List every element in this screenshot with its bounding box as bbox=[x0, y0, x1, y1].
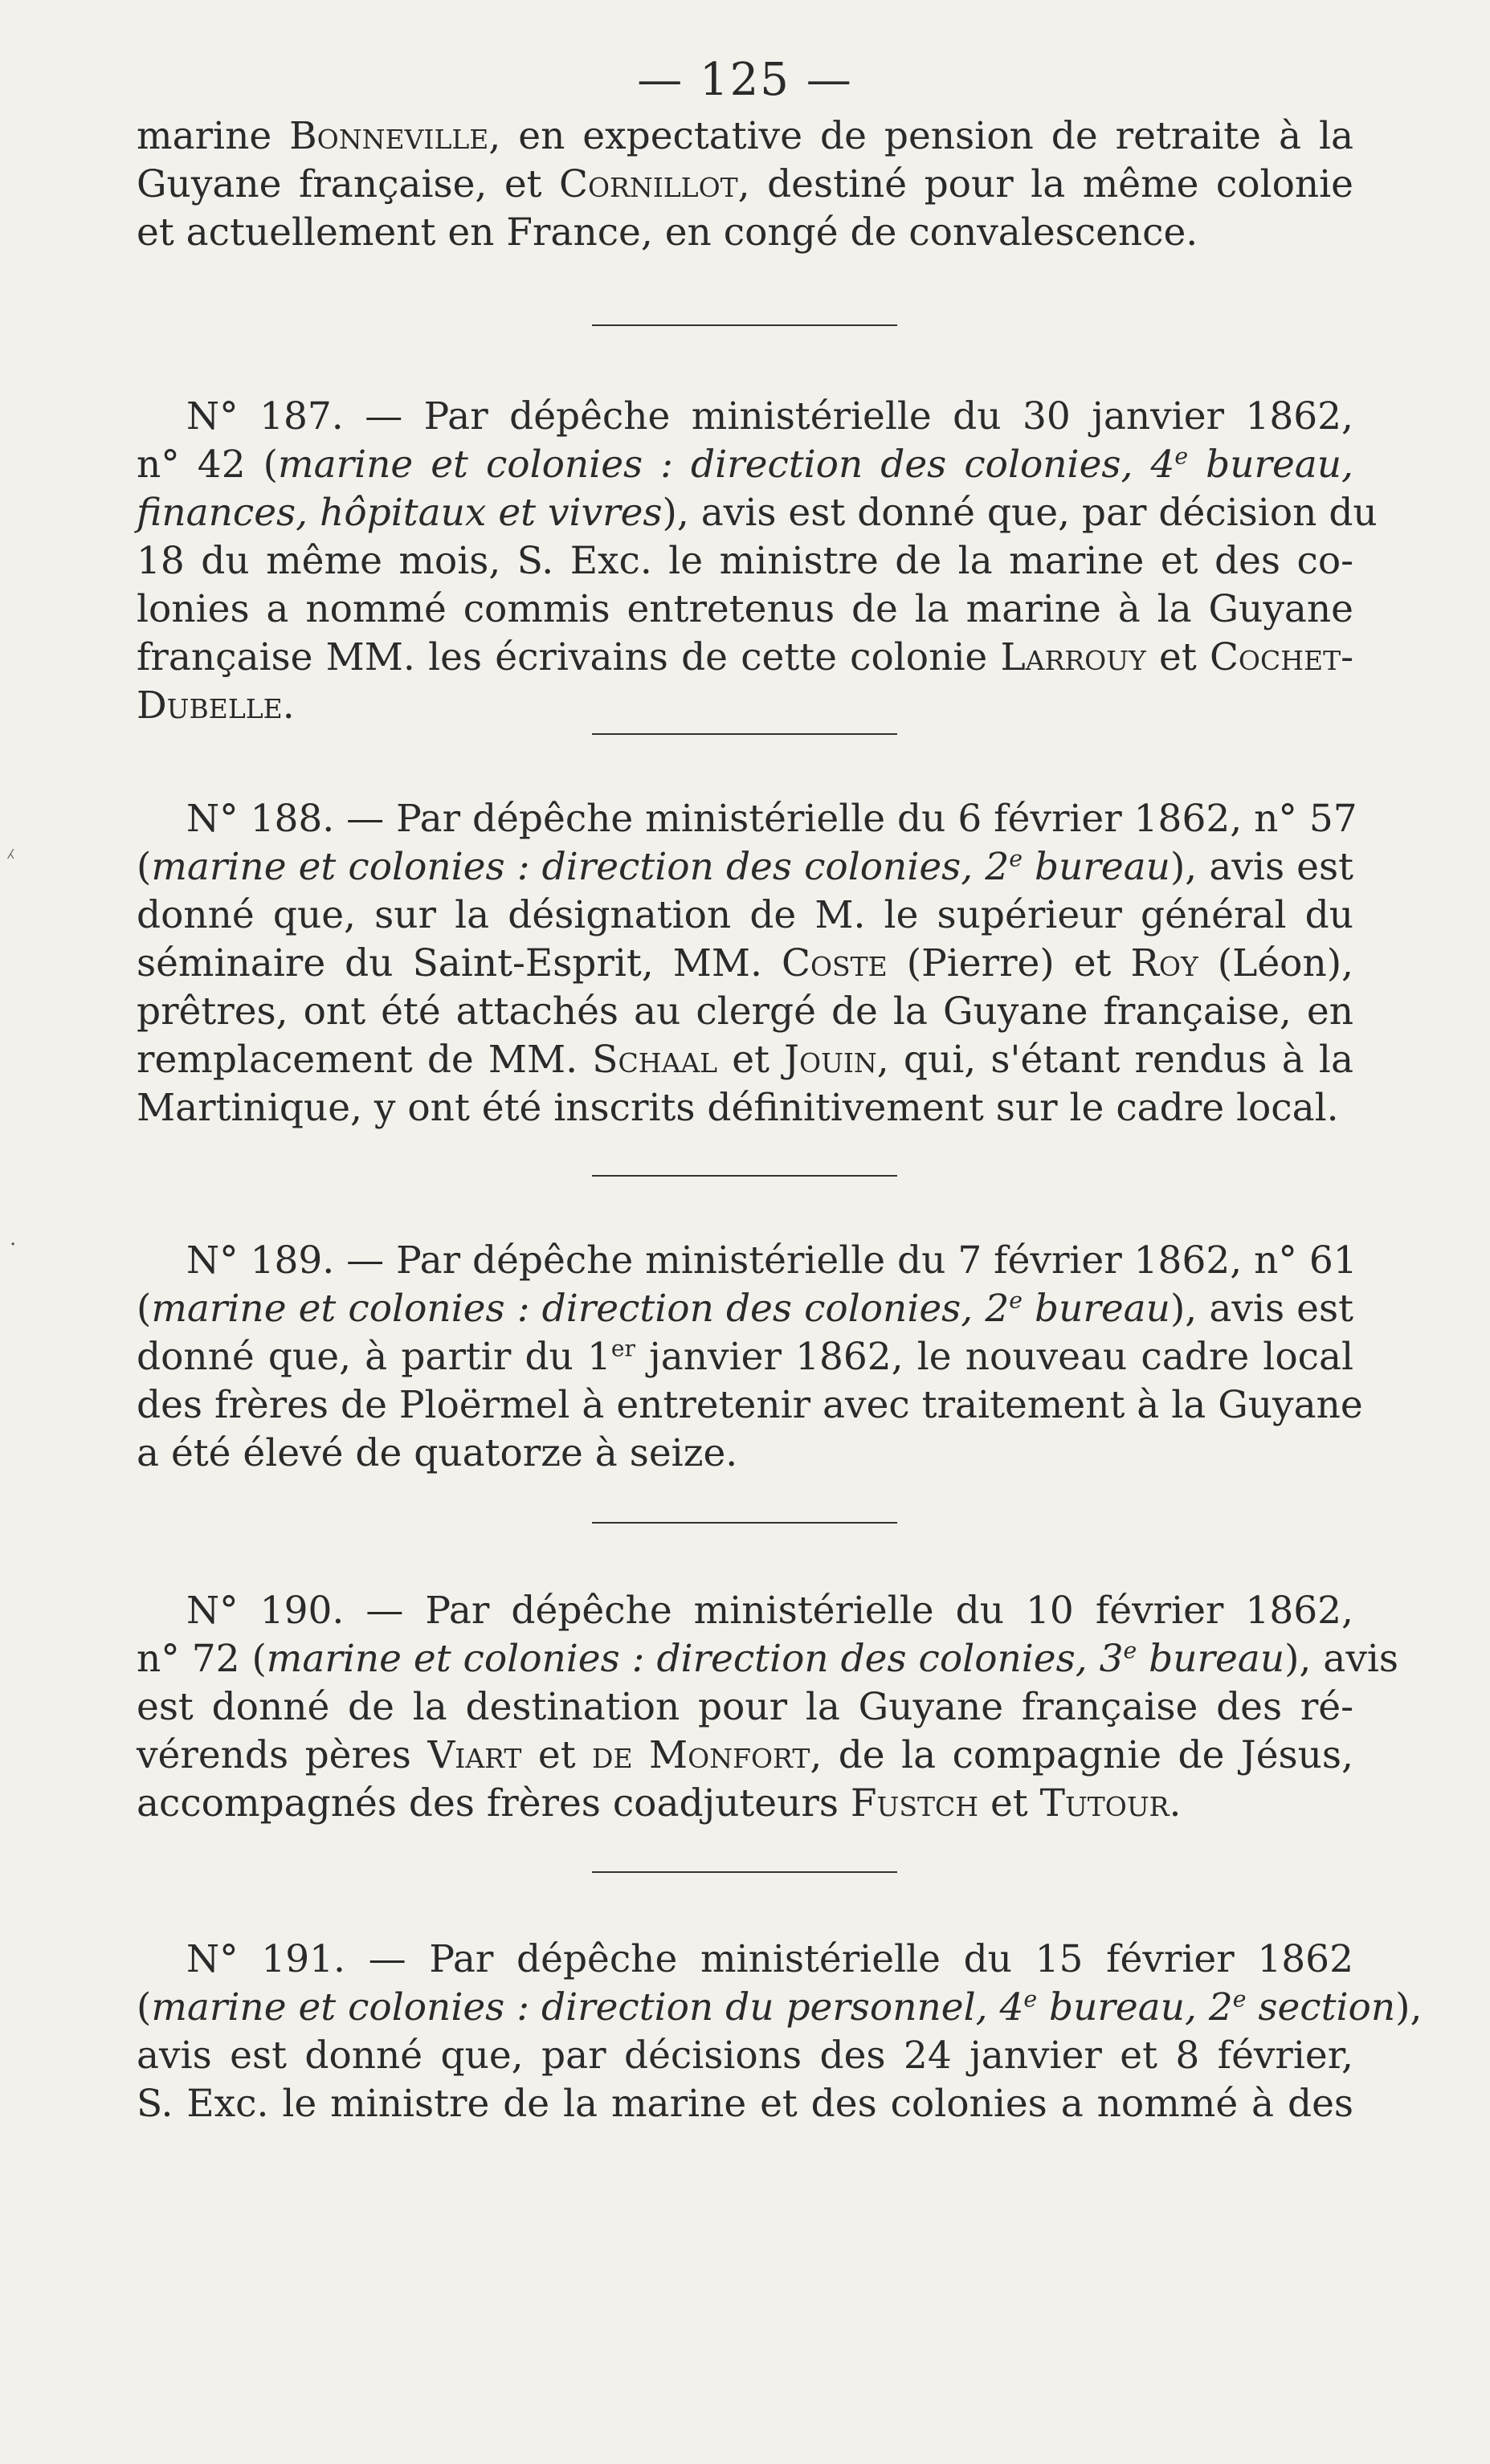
text-run: prêtres, ont été attachés au clergé de la Guyane française, en bbox=[137, 989, 1353, 1034]
entry-heading-line bbox=[137, 1936, 1353, 1984]
italic-text: finances, hôpitaux et vivres bbox=[137, 491, 663, 535]
text-run: N° 189. — Par dépêche ministérielle du 7 février 1862, n° 61 bbox=[186, 1238, 1357, 1283]
text-line bbox=[137, 1430, 1353, 1478]
text-run: ), avis est bbox=[1170, 1287, 1354, 1331]
text-run: n° 72 ( bbox=[137, 1637, 267, 1681]
name-small-caps: Larrouy bbox=[1000, 635, 1146, 679]
text-line bbox=[137, 2080, 1353, 2128]
italic-text: marine et colonies : direction des colonies, 4 bbox=[278, 443, 1175, 487]
name-small-caps: de Monfort bbox=[592, 1733, 810, 1777]
text-run: séminaire du Saint-Esprit, MM. bbox=[137, 941, 782, 985]
text-line bbox=[137, 161, 1353, 209]
text-run: ( bbox=[137, 1287, 152, 1331]
text-run: ), avis est donné que, par décision du bbox=[662, 491, 1378, 535]
text-run: er bbox=[610, 1335, 636, 1362]
text-run: , qui, s'étant rendus à la bbox=[876, 1038, 1353, 1082]
text-run: est donné de la destination pour la Guyane française des ré- bbox=[137, 1685, 1353, 1729]
text-run: , de la compagnie de Jésus, bbox=[810, 1733, 1353, 1777]
name-small-caps: Coste bbox=[782, 941, 888, 985]
text-line bbox=[137, 112, 1353, 161]
text-run: a été élevé de quatorze à seize. bbox=[137, 1431, 738, 1475]
name-small-caps: Viart bbox=[427, 1733, 522, 1777]
italic-text: section bbox=[1246, 1985, 1396, 2030]
text-line bbox=[137, 682, 1353, 730]
name-small-caps: Fustch bbox=[850, 1781, 978, 1826]
section-divider bbox=[592, 1175, 897, 1177]
italic-text: bureau bbox=[1137, 1637, 1285, 1681]
text-run: N° 190. — Par dépêche ministérielle du 10 février 1862, bbox=[186, 1589, 1353, 1633]
italic-text: bureau, 2 bbox=[1037, 1985, 1233, 2030]
text-run: donné que, à partir du 1 bbox=[137, 1335, 611, 1379]
name-small-caps: Cornillot bbox=[559, 162, 738, 206]
text-run: des frères de Ploërmel à entretenir avec traitement à la Guyane bbox=[137, 1383, 1363, 1427]
entry-heading-line bbox=[137, 795, 1357, 843]
entry-heading-line bbox=[137, 1587, 1353, 1635]
entry-188 bbox=[137, 795, 1357, 1132]
text-line bbox=[137, 585, 1353, 634]
name-small-caps: Jouin bbox=[784, 1038, 877, 1082]
text-line bbox=[137, 1333, 1353, 1381]
entry-189 bbox=[137, 1237, 1363, 1478]
edge-mark: · bbox=[10, 1233, 17, 1257]
text-run: donné que, sur la désignation de M. le supérieur général du bbox=[137, 893, 1353, 937]
text-run: ), avis bbox=[1284, 1637, 1399, 1681]
text-line bbox=[137, 940, 1353, 988]
text-run: S. Exc. le ministre de la marine et des colonies a nommé à des bbox=[137, 2082, 1353, 2126]
section-divider bbox=[592, 324, 897, 326]
name-small-caps: Dubelle bbox=[137, 683, 283, 728]
text-line bbox=[137, 1084, 1353, 1132]
text-line bbox=[137, 537, 1353, 585]
italic-text: e bbox=[1123, 1637, 1137, 1664]
entry-heading-line bbox=[137, 1237, 1357, 1285]
italic-text: e bbox=[1174, 443, 1189, 470]
text-run: Martinique, y ont été inscrits définitivement sur le cadre local. bbox=[137, 1086, 1339, 1130]
text-run: (Pierre) et bbox=[887, 941, 1131, 985]
text-run: et actuellement en France, en congé de convalescence. bbox=[137, 210, 1198, 255]
text-run: et bbox=[978, 1781, 1040, 1826]
section-divider bbox=[592, 1522, 897, 1524]
text-line bbox=[137, 1381, 1363, 1430]
text-run: ( bbox=[137, 1985, 152, 2030]
text-run: avis est donné que, par décisions des 24 janvier et 8 février, bbox=[137, 2034, 1353, 2078]
edge-mark: ⁁ bbox=[8, 835, 14, 859]
text-run: ), avis est bbox=[1170, 845, 1354, 889]
text-run: remplacement de MM. bbox=[137, 1038, 593, 1082]
text-run: , en expectative de pension de retraite à la bbox=[488, 114, 1353, 158]
italic-text: marine et colonies : direction des colonies, 2 bbox=[151, 1287, 1010, 1331]
name-small-caps: Cochet- bbox=[1209, 635, 1353, 679]
italic-text: e bbox=[1023, 1985, 1038, 2013]
text-run: et bbox=[521, 1733, 593, 1777]
page-number: — 125 — bbox=[637, 54, 853, 106]
text-run: marine bbox=[137, 114, 290, 158]
paragraph-continuation bbox=[137, 112, 1353, 257]
text-run: janvier 1862, le nouveau cadre local bbox=[635, 1335, 1353, 1379]
italic-text: marine et colonies : direction des colonies, 2 bbox=[151, 845, 1010, 889]
text-run: lonies a nommé commis entretenus de la marine à la Guyane bbox=[137, 587, 1353, 631]
text-line bbox=[137, 1036, 1353, 1084]
text-line bbox=[137, 441, 1353, 489]
section-divider bbox=[592, 733, 897, 735]
text-line bbox=[137, 891, 1353, 940]
text-run: (Léon), bbox=[1198, 941, 1353, 985]
text-line bbox=[137, 1285, 1353, 1333]
entry-heading-line bbox=[137, 393, 1353, 441]
italic-text: marine et colonies : direction des colonies, 3 bbox=[266, 1637, 1124, 1681]
name-small-caps: Roy bbox=[1130, 941, 1198, 985]
text-run: N° 191. — Par dépêche ministérielle du 15 février 1862 bbox=[186, 1937, 1353, 1981]
text-run: . bbox=[1169, 1781, 1182, 1826]
text-run: ), bbox=[1395, 1985, 1423, 2030]
name-small-caps: Bonneville bbox=[289, 114, 489, 158]
italic-text: e bbox=[1009, 1287, 1023, 1314]
name-small-caps: Schaal bbox=[592, 1038, 718, 1082]
text-run: accompagnés des frères coadjuteurs bbox=[137, 1781, 851, 1826]
text-run: Guyane française, et bbox=[137, 162, 559, 206]
text-run: et bbox=[1145, 635, 1210, 679]
text-line bbox=[137, 209, 1353, 257]
text-line bbox=[137, 634, 1353, 682]
text-line bbox=[137, 1635, 1399, 1683]
text-run: , destiné pour la même colonie bbox=[737, 162, 1353, 206]
italic-text: marine et colonies : direction du personnel, 4 bbox=[151, 1985, 1024, 2030]
text-line bbox=[137, 843, 1353, 891]
italic-text: e bbox=[1232, 1985, 1247, 2013]
text-run: N° 188. — Par dépêche ministérielle du 6 février 1862, n° 57 bbox=[186, 797, 1357, 841]
italic-text: e bbox=[1009, 845, 1023, 872]
text-run: 18 du même mois, S. Exc. le ministre de la marine et des co- bbox=[137, 539, 1353, 583]
text-line bbox=[137, 988, 1353, 1036]
text-run: . bbox=[282, 683, 295, 728]
text-line bbox=[137, 1683, 1353, 1732]
entry-191 bbox=[137, 1936, 1423, 2128]
text-line bbox=[137, 489, 1378, 537]
text-run: et bbox=[717, 1038, 785, 1082]
text-line bbox=[137, 1780, 1353, 1828]
entry-187 bbox=[137, 393, 1378, 730]
italic-text: bureau bbox=[1022, 1287, 1170, 1331]
text-run: française MM. les écrivains de cette colonie bbox=[137, 635, 1001, 679]
text-run: N° 187. — Par dépêche ministérielle du 30 janvier 1862, bbox=[186, 394, 1353, 439]
text-line bbox=[137, 2032, 1353, 2080]
text-run: n° 42 ( bbox=[137, 443, 278, 487]
name-small-caps: Tutour bbox=[1039, 1781, 1170, 1826]
italic-text: bureau, bbox=[1188, 443, 1353, 487]
entry-190 bbox=[137, 1587, 1399, 1828]
text-line bbox=[137, 1984, 1423, 2032]
section-divider bbox=[592, 1871, 897, 1873]
text-line bbox=[137, 1732, 1353, 1780]
italic-text: bureau bbox=[1022, 845, 1170, 889]
text-run: ( bbox=[137, 845, 152, 889]
text-run: vérends pères bbox=[137, 1733, 428, 1777]
